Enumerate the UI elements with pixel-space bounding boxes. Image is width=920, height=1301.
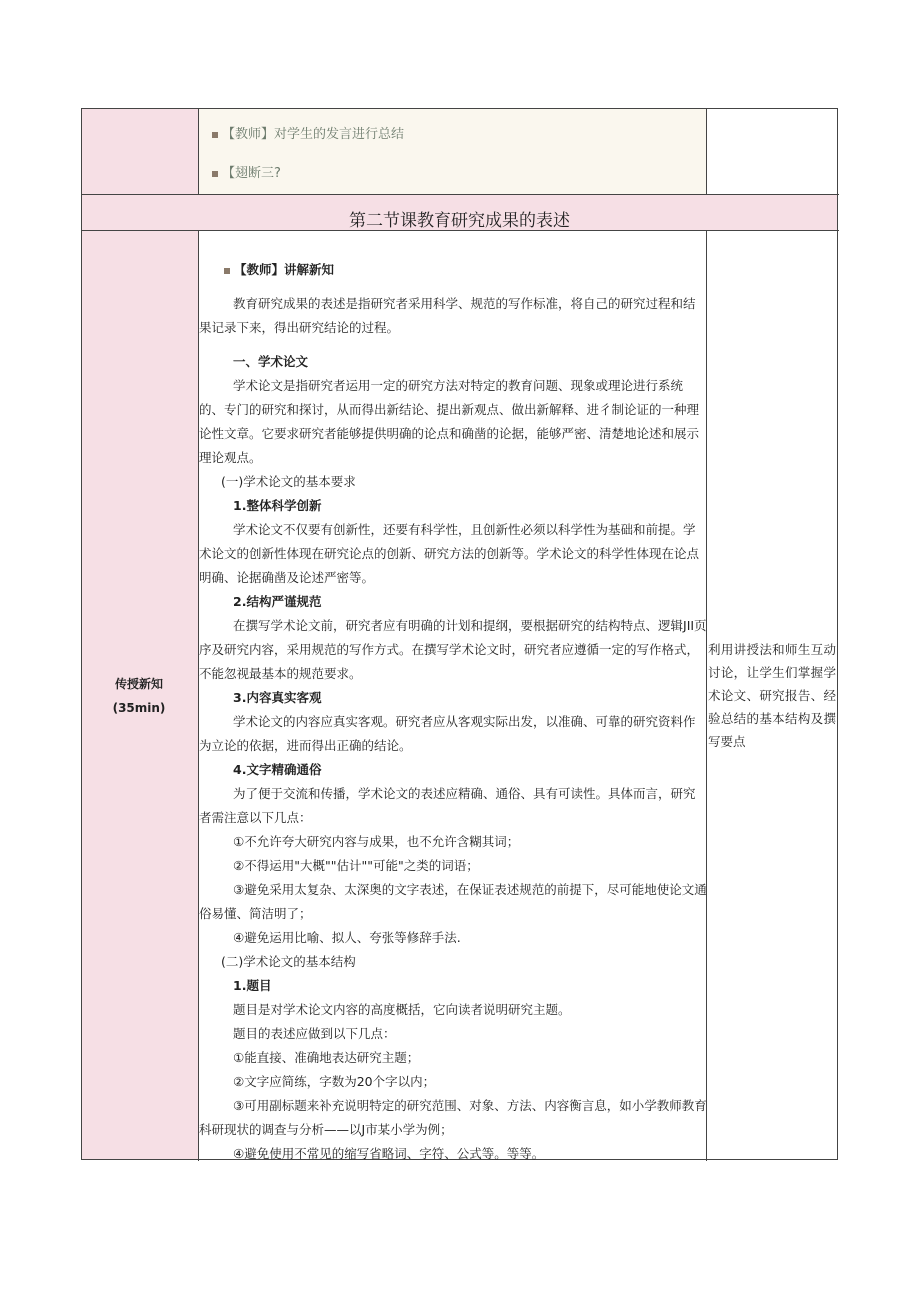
list-item: ②文字应简练，字数为20个字以内； (233, 1074, 436, 1089)
requirement-2-text: 在撰写学术论文前，研究者应有明确的计划和提纲，要根据研究的结构特点、逻辑JII页序及研究内容，采用规范的写作方式。在撰写学术论文时，研究者应遵循一定的写作格式，不能忽视最基本的规范要求。 (199, 618, 707, 681)
bullet-icon (224, 268, 230, 274)
broken-text-item: 【翅断三? (212, 162, 281, 181)
structure-1-text-2: 题目的表述应做到以下几点： (233, 1026, 396, 1041)
list-item: ①能直接、准确地表达研究主题； (233, 1050, 420, 1065)
left-label: 传授新知 (114, 677, 163, 691)
list-item: ④避免使用不常见的缩写省略词、字符、公式等。等等。 (233, 1146, 545, 1161)
content-header: 【教师】讲解新知 (199, 258, 707, 282)
list-item: ③可用副标题来补充说明特定的研究范围、对象、方法、内容衡言息，如小学教师教育科研现状的调查与分析——以J市某小学为例； (199, 1098, 707, 1137)
lesson-content (199, 258, 707, 1166)
requirement-1-title: 1.整体科学创新 (233, 498, 322, 513)
section-title: 第二节课教育研究成果的表述 (349, 211, 570, 231)
list-item: ①不允许夸大研究内容与成果，也不允许含糊其词； (233, 834, 520, 849)
requirement-3-title: 3.内容真实客观 (233, 690, 322, 705)
list-item: ④避免运用比喻、拟人、夸张等修辞手法. (233, 930, 461, 945)
structure-1-title: 1.题目 (233, 978, 272, 993)
duration-label: (35min) (112, 701, 166, 715)
requirement-4-text: 为了便于交流和传播，学术论文的表述应精确、通俗、具有可读性。具体而言，研究者需注意以下几点： (199, 786, 696, 825)
list-item: ③避免采用太复杂、太深奥的文字表述，在保证表述规范的前提下，尽可能地使论文通俗易懂、简洁明了； (199, 882, 707, 921)
requirement-3-text: 学术论文的内容应真实客观。研究者应从客观实际出发，以准确、可靠的研究资料作为立论的依据，进而得出正确的结论。 (199, 714, 696, 753)
subsection-structure: (二)学术论文的基本结构 (221, 954, 356, 969)
intro-paragraph: 教育研究成果的表述是指研究者采用科学、规范的写作标准，将自己的研究过程和结果记录下来，得出研究结论的过程。 (199, 296, 696, 335)
structure-1-text: 题目是对学术论文内容的高度概括，它向读者说明研究主题。 (233, 1002, 571, 1017)
requirement-2-title: 2.结构严谨规范 (233, 594, 322, 609)
requirement-4-title: 4.文字精确通俗 (233, 762, 322, 777)
heading-academic-paper: 一、学术论文 (233, 354, 309, 369)
teacher-summary-item: 【教师】对学生的发言进行总结 (212, 123, 404, 142)
teaching-method-note: 利用讲授法和师生互动讨论，让学生们掌握学术论文、研究报告、经验总结的基本结构及撰写要点 (708, 642, 836, 749)
list-item: ②不得运用"大概""估计""可能"之类的词语； (233, 858, 479, 873)
academic-paper-definition: 学术论文是指研究者运用一定的研究方法对特定的教育问题、现象或理论进行系统的、专门的研究和探讨，从而得出新结论、提出新观点、做出新解释、进彳制论证的一种理论性文章。它要求研究者能够提供明确的论点和确凿的论据，能够严密、清楚地论述和展示理论观点。 (199, 378, 700, 465)
requirement-1-text: 学术论文不仅要有创新性，还要有科学性，且创新性必须以科学性为基础和前提。学术论文的创新性体现在研究论点的创新、研究方法的创新等。学术论文的科学性体现在论点明确、论据确凿及论述严密等。 (199, 522, 700, 585)
subsection-requirements: (一)学术论文的基本要求 (221, 474, 356, 489)
